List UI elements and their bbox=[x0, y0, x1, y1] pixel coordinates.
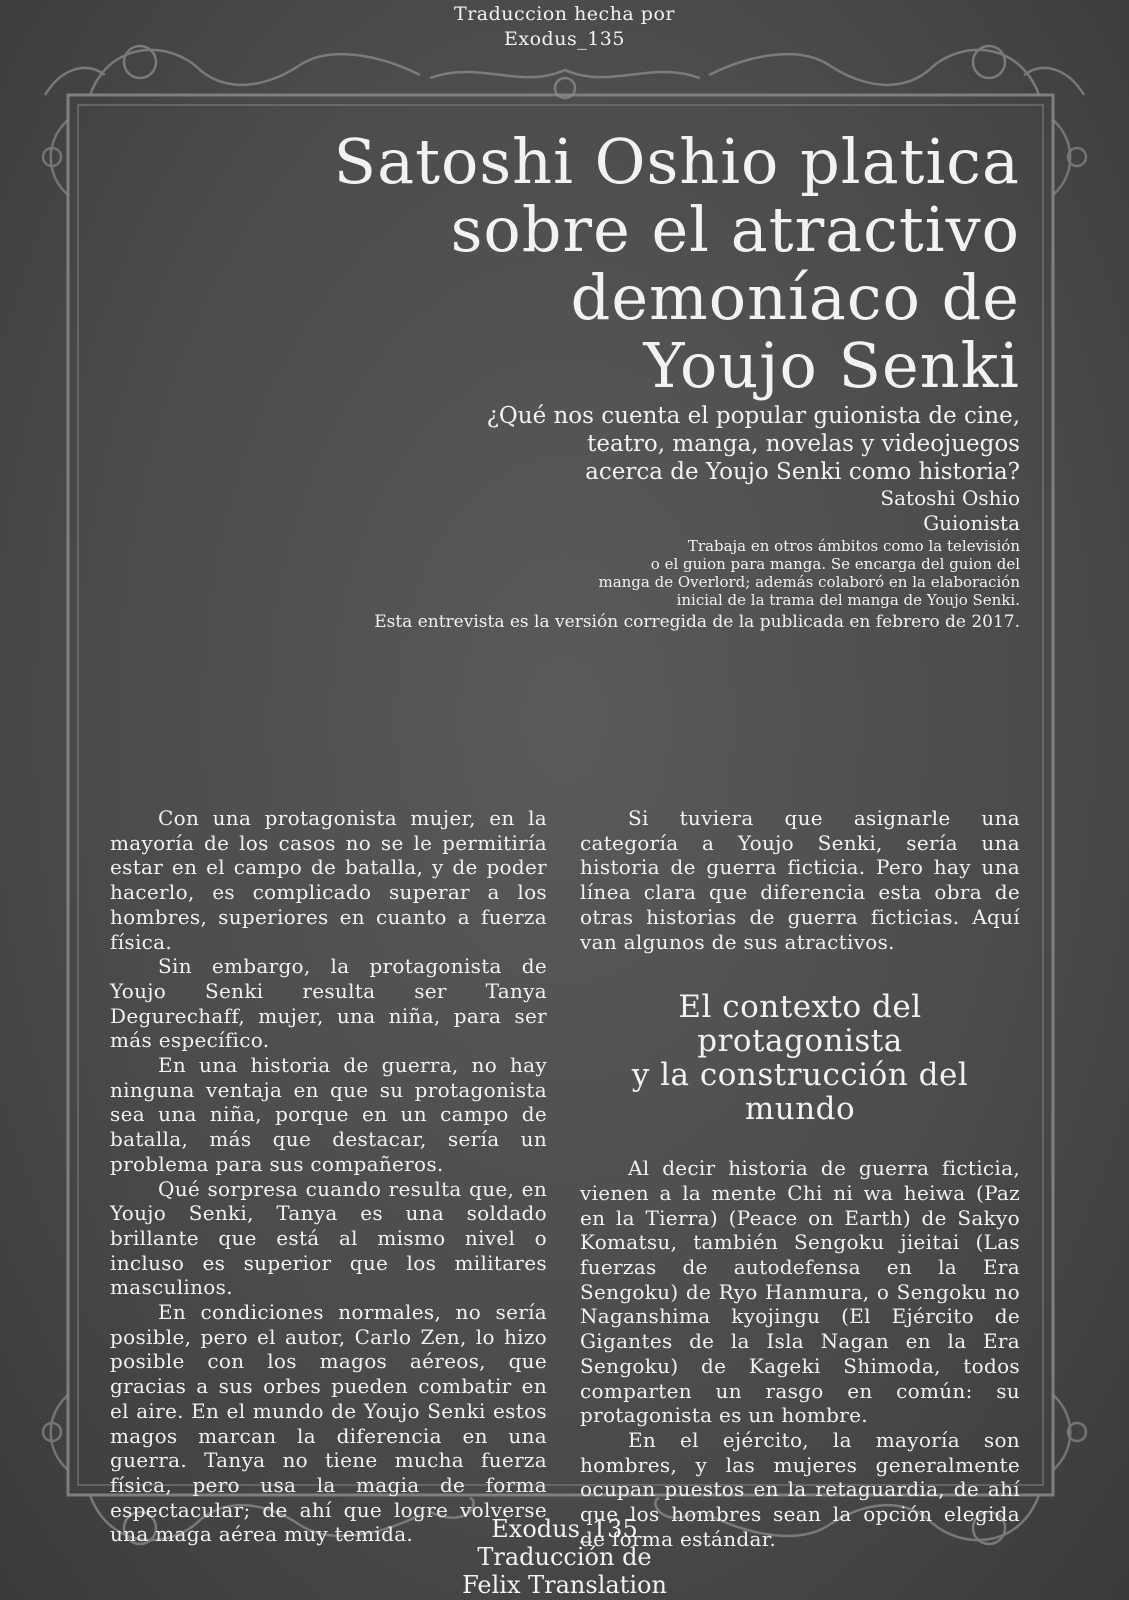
title-line: Satoshi Oshio platica bbox=[333, 125, 1020, 198]
credit-bottom-line: Felix Translation bbox=[462, 1571, 667, 1599]
subtitle-line: teatro, manga, novelas y videojuegos bbox=[587, 431, 1020, 457]
credit-top-line: Traduccion hecha por bbox=[454, 3, 675, 25]
body-paragraph: Al decir historia de guerra ficticia, vienen a la mente Chi ni wa heiwa (Paz en la Tierra) (Peace on Earth) de Sakyo Komatsu, también Sengoku jieitai (Las fuerzas de autodefensa en la Era Sengoku) de Ryo Hanmura, o Sengoku no Naganshima kyojingu (El Ejército de Gigantes de la Isla Nagan en la Era Sengoku) de Kageki Shimoda, todos comparten un rasgo en común: su protagonista es un hombre. bbox=[580, 1156, 1020, 1428]
right-column bbox=[580, 806, 1020, 1551]
interview-note: Esta entrevista es la versión corregida de la publicada en febrero de 2017. bbox=[374, 612, 1020, 632]
top-scrollwork bbox=[45, 46, 1084, 98]
author-bio-line: o el guion para manga. Se encarga del guion del bbox=[650, 555, 1020, 573]
article-title bbox=[330, 125, 1020, 402]
body-paragraph: En una historia de guerra, no hay ninguna ventaja en que su protagonista sea una niña, porque en un campo de batalla, más que destacar, sería un problema para sus compañeros. bbox=[110, 1053, 547, 1176]
section-heading-line: El contexto del protagonista bbox=[678, 989, 922, 1060]
body-paragraph: En condiciones normales, no sería posible, pero el autor, Carlo Zen, lo hizo posible con los magos aéreos, que gracias a sus orbes pueden combatir en el aire. En el mundo de Youjo Senki estos magos marcan la diferencia en una guerra. Tanya no tiene mucha fuerza física, pero usa la magia de forma espectacular; de ahí que logre volverse una maga aérea muy temida. bbox=[110, 1300, 547, 1547]
left-column bbox=[110, 806, 547, 1547]
author-bio-line: manga de Overlord; además colaboró en la elaboración bbox=[598, 573, 1020, 591]
credit-top-line: Exodus_135 bbox=[504, 28, 625, 50]
title-line: demoníaco de bbox=[570, 261, 1020, 334]
subtitle-line: acerca de Youjo Senki como historia? bbox=[585, 459, 1020, 485]
section-heading-line: y la construcción del mundo bbox=[631, 1057, 969, 1128]
translator-credit-bottom bbox=[0, 1515, 1129, 1599]
body-paragraph: Qué sorpresa cuando resulta que, en Youjo Senki, Tanya es una soldado brillante que está al mismo nivel o incluso es superior que los militares masculinos. bbox=[110, 1176, 547, 1300]
article-header bbox=[330, 125, 1020, 633]
credit-bottom-line: Exodus_135 bbox=[491, 1515, 638, 1543]
body-paragraph: Con una protagonista mujer, en la mayoría de los casos no se le permitiría estar en el campo de batalla, y de poder hacerlo, es complicado superar a los hombres, superiores en cuanto a fuerza física. bbox=[110, 806, 547, 954]
author-role: Guionista bbox=[923, 511, 1020, 535]
author-name: Satoshi Oshio bbox=[880, 486, 1020, 510]
author-bio-line: inicial de la trama del manga de Youjo Senki. bbox=[676, 591, 1020, 609]
intro-paragraph: Si tuviera que asignarle una categoría a Youjo Senki, sería una historia de guerra ficticia. Pero hay una línea clara que diferencia esta obra de otras historias de guerra ficticias. Aquí van algunos de sus atractivos. bbox=[580, 806, 1020, 954]
body-paragraph: En el ejército, la mayoría son hombres, y las mujeres generalmente ocupan puestos en la retaguardia, de ahí que los hombres sean la opción elegida de forma estándar. bbox=[580, 1427, 1020, 1551]
author-bio bbox=[330, 537, 1020, 609]
title-line: sobre el atractivo bbox=[450, 193, 1020, 266]
section-heading bbox=[580, 990, 1020, 1126]
body-paragraph: Sin embargo, la protagonista de Youjo Senki resulta ser Tanya Degurechaff, mujer, una niña, para ser más específico. bbox=[110, 954, 547, 1053]
article-subtitle bbox=[330, 402, 1020, 486]
author-bio-line: Trabaja en otros ámbitos como la televisión bbox=[687, 537, 1020, 555]
title-line: Youjo Senki bbox=[643, 329, 1020, 402]
subtitle-line: ¿Qué nos cuenta el popular guionista de cine, bbox=[486, 403, 1020, 429]
translator-credit-top bbox=[0, 2, 1129, 52]
credit-bottom-line: Traducción de bbox=[477, 1543, 652, 1571]
